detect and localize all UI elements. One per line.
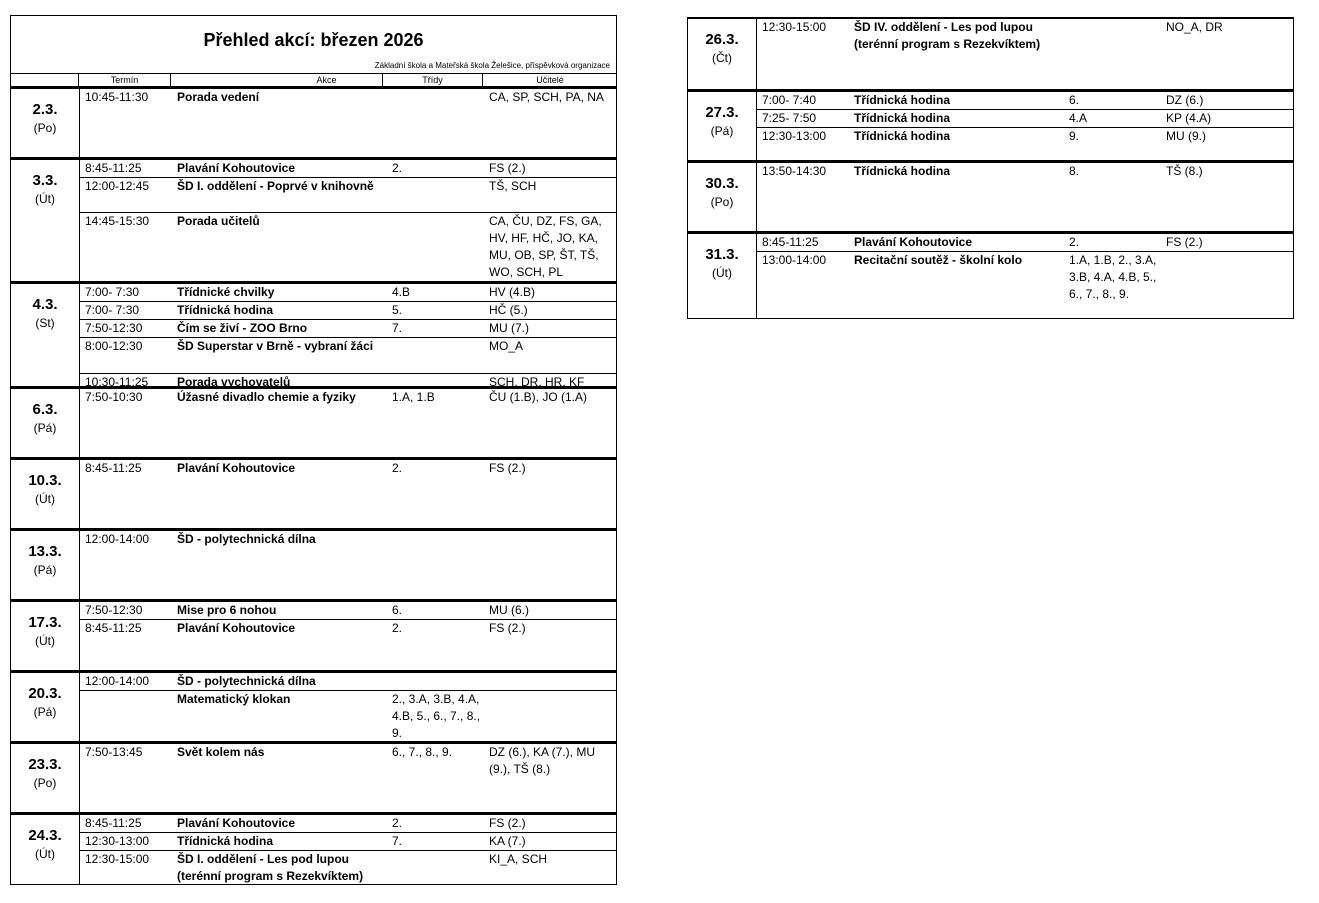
event-teachers: DZ (6.): [1166, 93, 1204, 107]
day-weekday: (Út): [35, 634, 55, 648]
event-rows: [79, 815, 616, 886]
event-name: ŠD Superstar v Brně - vybraní žáci: [177, 339, 374, 353]
event-row: [79, 851, 616, 886]
event-classes: 2.: [1069, 235, 1080, 249]
day-weekday: (Po): [710, 195, 734, 209]
event-classes: 6., 7., 8., 9.: [392, 745, 453, 759]
event-teachers: KI_A, SCH: [489, 852, 548, 866]
event-classes: 4.B: [392, 285, 411, 299]
event-row: [756, 92, 1293, 110]
day-block: [10, 158, 617, 282]
event-time: 7:25- 7:50: [762, 111, 817, 125]
event-time: 7:50-12:30: [85, 321, 143, 335]
event-name: Třídnická hodina: [854, 111, 951, 125]
event-row: [79, 815, 616, 833]
event-teachers: KA (7.): [489, 834, 526, 848]
day-weekday: (Út): [712, 266, 732, 280]
event-row: [79, 602, 616, 620]
event-rows: [756, 92, 1293, 163]
day-date: 27.3.: [705, 104, 739, 121]
event-classes: 2.: [392, 621, 403, 635]
event-time: 13:00-14:00: [762, 253, 827, 267]
event-rows: [756, 163, 1293, 231]
event-row: [79, 213, 616, 284]
event-name: Porada vychovatelů: [177, 375, 291, 389]
event-name: ŠD - polytechnická dílna: [177, 674, 316, 688]
event-name: Recitační soutěž - školní kolo: [854, 253, 1023, 267]
day-date-cell: [688, 163, 757, 231]
event-name: Třídnická hodina: [177, 834, 274, 848]
event-row: [756, 252, 1293, 319]
day-date: 6.3.: [32, 401, 58, 418]
event-rows: [79, 744, 616, 812]
day-weekday: (Pá): [33, 563, 57, 577]
day-date-cell: [11, 744, 80, 812]
event-teachers: FS (2.): [1166, 235, 1203, 249]
day-date: 17.3.: [28, 614, 62, 631]
event-row: [79, 284, 616, 302]
event-time: 7:00- 7:30: [85, 285, 140, 299]
event-teachers: CA, SP, SCH, PA, NA: [489, 90, 604, 104]
date-column-header: [10, 74, 78, 87]
day-block: [10, 813, 617, 885]
day-block: [687, 17, 1294, 90]
event-rows: [79, 460, 616, 528]
event-row: [79, 389, 616, 457]
column-headers: [10, 73, 617, 87]
event-classes: 9.: [1069, 129, 1080, 143]
event-row: [79, 178, 616, 213]
event-row: [79, 691, 616, 742]
day-block: [10, 387, 617, 458]
event-name: Mise pro 6 nohou: [177, 603, 277, 617]
event-classes: 1.A, 1.B, 2., 3.A, 3.B, 4.A, 4.B, 5., 6., 7., 8., 9.: [1069, 253, 1157, 301]
event-row: [756, 234, 1293, 252]
day-date: 4.3.: [32, 296, 58, 313]
day-weekday: (Čt): [712, 51, 732, 65]
event-name: Svět kolem nás: [177, 745, 265, 759]
left-column: [10, 0, 617, 883]
day-block: [687, 161, 1294, 232]
event-teachers: CA, ČU, DZ, FS, GA, HV, HF, HČ, JO, KA, MU, OB, SP, ŠT, TŠ, WO, SCH, PL: [489, 214, 602, 279]
event-name: Plavání Kohoutovice: [854, 235, 973, 249]
day-block: [10, 282, 617, 387]
event-rows: [79, 160, 616, 284]
event-classes: 4.A: [1069, 111, 1088, 125]
day-weekday: (Po): [33, 121, 57, 135]
event-name: ŠD I. oddělení - Les pod lupou (terénní program s Rezekvíktem): [177, 852, 364, 883]
event-time: 13:50-14:30: [762, 164, 827, 178]
organization-name: Základní škola a Mateřská škola Želešice, příspěvková organizace: [374, 61, 610, 70]
event-time: 12:00-14:00: [85, 674, 150, 688]
event-name: Čím se živí - ZOO Brno: [177, 321, 308, 335]
event-rows: [79, 389, 616, 457]
event-time: 8:45-11:25: [762, 235, 819, 249]
event-row: [79, 302, 616, 320]
event-rows: [79, 284, 616, 391]
day-date: 30.3.: [705, 175, 739, 192]
event-row: [79, 338, 616, 374]
event-name: Třídnická hodina: [177, 303, 274, 317]
event-teachers: TŠ (8.): [1166, 164, 1203, 178]
ucitele-header: Učitelé: [482, 74, 617, 87]
day-block: [10, 671, 617, 742]
event-name: Plavání Kohoutovice: [177, 621, 296, 635]
day-weekday: (Po): [33, 776, 57, 790]
day-weekday: (Út): [35, 492, 55, 506]
event-teachers: DZ (6.), KA (7.), MU (9.), TŠ (8.): [489, 745, 596, 776]
day-date-cell: [11, 815, 80, 884]
day-date: 23.3.: [28, 756, 62, 773]
event-rows: [756, 234, 1293, 319]
event-time: 10:30-11:25: [85, 375, 149, 389]
event-classes: 7.: [392, 834, 403, 848]
event-row: [79, 531, 616, 599]
event-time: 7:50-12:30: [85, 603, 143, 617]
page-title: Přehled akcí: březen 2026: [203, 30, 424, 50]
day-date: 10.3.: [28, 472, 62, 489]
event-teachers: SCH, DR, HR, KF: [489, 375, 585, 389]
event-classes: 2., 3.A, 3.B, 4.A, 4.B, 5., 6., 7., 8., 9.: [392, 692, 481, 740]
day-date-cell: [688, 19, 757, 89]
event-time: 8:00-12:30: [85, 339, 143, 353]
event-time: 7:50-10:30: [85, 390, 143, 404]
day-date-cell: [11, 531, 80, 599]
event-row: [79, 620, 616, 671]
day-block: [687, 90, 1294, 161]
event-time: 8:45-11:25: [85, 816, 142, 830]
event-rows: [79, 673, 616, 742]
event-time: 7:00- 7:30: [85, 303, 140, 317]
event-name: ŠD IV. oddělení - Les pod lupou (terénní program s Rezekvíktem): [854, 20, 1041, 51]
event-teachers: KP (4.A): [1166, 111, 1212, 125]
event-teachers: NO_A, DR: [1166, 20, 1223, 34]
day-weekday: (Pá): [710, 124, 734, 138]
event-row: [756, 110, 1293, 128]
event-row: [756, 163, 1293, 231]
day-date-cell: [11, 284, 80, 386]
event-teachers: MU (9.): [1166, 129, 1206, 143]
event-row: [79, 320, 616, 338]
event-name: Matematický klokan: [177, 692, 291, 706]
event-name: Plavání Kohoutovice: [177, 161, 296, 175]
tridy-header: Třídy: [382, 74, 482, 87]
day-weekday: (Út): [35, 192, 55, 206]
day-date-cell: [11, 460, 80, 528]
event-time: 8:45-11:25: [85, 621, 142, 635]
event-time: 7:50-13:45: [85, 745, 143, 759]
schedule-header: [10, 15, 617, 87]
day-block: [10, 600, 617, 671]
event-row: [79, 744, 616, 812]
day-weekday: (Út): [35, 847, 55, 861]
event-row: [79, 673, 616, 691]
event-teachers: FS (2.): [489, 621, 526, 635]
day-weekday: (Pá): [33, 421, 57, 435]
day-block: [10, 742, 617, 813]
event-teachers: FS (2.): [489, 816, 526, 830]
event-row: [756, 128, 1293, 163]
event-name: Třídnická hodina: [854, 93, 951, 107]
event-teachers: ČU (1.B), JO (1.A): [489, 390, 588, 404]
event-name: ŠD - polytechnická dílna: [177, 532, 316, 546]
event-time: 12:30-13:00: [85, 834, 150, 848]
event-teachers: TŠ, SCH: [489, 179, 537, 193]
event-classes: 6.: [392, 603, 403, 617]
event-teachers: MU (6.): [489, 603, 529, 617]
event-time: 12:00-14:00: [85, 532, 150, 546]
akce-header: Akce: [170, 74, 482, 87]
day-date-cell: [11, 160, 80, 281]
event-classes: 8.: [1069, 164, 1080, 178]
day-block: [687, 232, 1294, 319]
event-classes: 2.: [392, 161, 403, 175]
day-block: [10, 87, 617, 158]
event-row: [79, 89, 616, 157]
day-date-cell: [688, 234, 757, 318]
event-row: [756, 19, 1293, 89]
event-teachers: HČ (5.): [489, 303, 528, 317]
day-date-cell: [11, 389, 80, 457]
event-teachers: FS (2.): [489, 461, 526, 475]
day-date-cell: [11, 602, 80, 670]
event-name: Třídnické chvilky: [177, 285, 275, 299]
event-time: 10:45-11:30: [85, 90, 149, 104]
day-block: [10, 458, 617, 529]
event-name: Plavání Kohoutovice: [177, 816, 296, 830]
event-classes: 2.: [392, 816, 403, 830]
event-name: Úžasné divadlo chemie a fyziky: [177, 390, 356, 404]
event-row: [79, 833, 616, 851]
event-rows: [756, 19, 1293, 89]
event-classes: 6.: [1069, 93, 1080, 107]
event-time: 12:30-15:00: [762, 20, 827, 34]
event-name: Třídnická hodina: [854, 129, 951, 143]
event-time: 14:45-15:30: [85, 214, 150, 228]
event-time: 12:30-13:00: [762, 129, 827, 143]
day-weekday: (Pá): [33, 705, 57, 719]
day-date: 13.3.: [28, 543, 62, 560]
event-time: 8:45-11:25: [85, 461, 142, 475]
event-name: Porada učitelů: [177, 214, 260, 228]
event-time: 12:00-12:45: [85, 179, 150, 193]
event-time: 7:00- 7:40: [762, 93, 817, 107]
event-time: 12:30-15:00: [85, 852, 150, 866]
day-date: 24.3.: [28, 827, 62, 844]
event-teachers: FS (2.): [489, 161, 526, 175]
termin-header: Termín: [78, 74, 170, 87]
event-classes: 2.: [392, 461, 403, 475]
event-teachers: HV (4.B): [489, 285, 536, 299]
day-date: 31.3.: [705, 246, 739, 263]
day-date: 20.3.: [28, 685, 62, 702]
event-teachers: MU (7.): [489, 321, 529, 335]
day-date: 26.3.: [705, 31, 739, 48]
event-classes: 5.: [392, 303, 403, 317]
event-time: 8:45-11:25: [85, 161, 142, 175]
day-block: [10, 529, 617, 600]
event-rows: [79, 602, 616, 671]
day-date-cell: [11, 89, 80, 157]
event-row: [79, 460, 616, 528]
event-rows: [79, 89, 616, 157]
event-name: Porada vedení: [177, 90, 260, 104]
event-name: ŠD I. oddělení - Poprvé v knihovně: [177, 179, 374, 193]
day-date: 3.3.: [32, 172, 58, 189]
event-name: Plavání Kohoutovice: [177, 461, 296, 475]
day-date-cell: [11, 673, 80, 741]
day-date-cell: [688, 92, 757, 160]
day-weekday: (St): [35, 316, 55, 330]
event-classes: 1.A, 1.B: [392, 390, 435, 404]
event-classes: 7.: [392, 321, 403, 335]
event-row: [79, 160, 616, 178]
event-rows: [79, 531, 616, 599]
event-teachers: MO_A: [489, 339, 524, 353]
day-date: 2.3.: [32, 101, 58, 118]
event-name: Třídnická hodina: [854, 164, 951, 178]
